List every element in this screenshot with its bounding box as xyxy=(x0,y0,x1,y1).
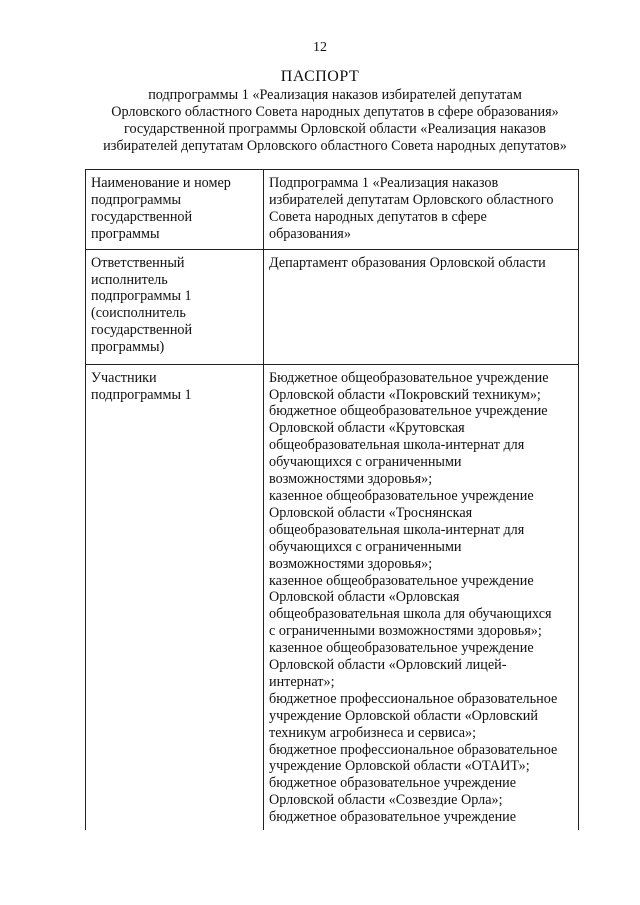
page-number: 12 xyxy=(313,40,327,55)
row-label-cell xyxy=(86,364,264,830)
row-value-line: Бюджетное общеобразовательное учреждение xyxy=(269,369,549,386)
document-title: ПАСПОРТ xyxy=(280,68,360,85)
row-value-line: Подпрограмма 1 «Реализация наказов xyxy=(269,175,499,191)
row-value-line: Орловской области «Орловский лицей- xyxy=(269,657,507,674)
table-row xyxy=(86,170,579,250)
subtitle-line: государственной программы Орловской области «Реализация наказов xyxy=(124,121,546,137)
row-label-line: (соисполнитель xyxy=(91,305,186,322)
row-value-cell xyxy=(264,364,579,830)
row-value-line: учреждение Орловской области «Орловский xyxy=(269,707,538,724)
row-label-line: Наименование и номер xyxy=(91,175,231,191)
row-label-line: подпрограммы xyxy=(91,191,181,208)
row-value-line: казенное общеобразовательное учреждение xyxy=(269,487,534,504)
row-label-line: подпрограммы 1 xyxy=(91,288,192,305)
row-value-line: возможностями здоровья»; xyxy=(269,471,433,488)
row-value-line: общеобразовательная школа для обучающихся xyxy=(269,606,552,623)
subtitle-line: подпрограммы 1 «Реализация наказов избирателей депутатам xyxy=(148,87,522,103)
document-subtitle xyxy=(84,87,586,155)
row-label-line: подпрограммы 1 xyxy=(91,386,192,403)
row-value-line: общеобразовательная школа-интернат для xyxy=(269,437,525,454)
row-value-line: Орловской области «Созвездие Орла»; xyxy=(269,792,503,809)
table-row xyxy=(86,249,579,364)
row-value-line: избирателей депутатам Орловского областного xyxy=(269,191,554,208)
row-value-line: общеобразовательная школа-интернат для xyxy=(269,521,525,538)
row-value-line: техникум агробизнеса и сервиса»; xyxy=(269,724,477,741)
row-value-cell xyxy=(264,170,579,250)
row-value-line: образования» xyxy=(269,225,351,242)
subtitle-line: Орловского областного Совета народных депутатов в сфере образования» xyxy=(111,104,559,120)
row-value-line: обучающихся с ограниченными xyxy=(269,454,462,471)
row-value-line: бюджетное профессиональное образовательное xyxy=(269,690,558,707)
row-label-line: государственной xyxy=(91,322,193,339)
row-value-line: Орловской области «Троснянская xyxy=(269,504,473,521)
row-value-line: обучающихся с ограниченными xyxy=(269,538,462,555)
row-value-line: с ограниченными возможностями здоровья»; xyxy=(269,623,542,640)
row-value-cell xyxy=(264,249,579,364)
passport-table xyxy=(85,169,579,830)
row-value-line: Совета народных депутатов в сфере xyxy=(269,208,487,225)
row-label-line: программы xyxy=(91,225,160,242)
row-label-cell xyxy=(86,170,264,250)
row-value-line: бюджетное профессиональное образовательное xyxy=(269,741,558,758)
row-value-line: бюджетное образовательное учреждение xyxy=(269,809,517,826)
row-value-line: учреждение Орловской области «ОТАИТ»; xyxy=(269,758,530,775)
row-value-line: казенное общеобразовательное учреждение xyxy=(269,572,534,589)
row-value-line: казенное общеобразовательное учреждение xyxy=(269,640,534,657)
row-value-line: бюджетное образовательное учреждение xyxy=(269,775,517,792)
row-value-line: возможностями здоровья»; xyxy=(269,555,433,572)
subtitle-line: избирателей депутатам Орловского областного Совета народных депутатов» xyxy=(103,138,567,154)
row-label-cell xyxy=(86,249,264,364)
table-row xyxy=(86,364,579,830)
row-value-line: интернат»; xyxy=(269,673,335,690)
row-value-line: бюджетное общеобразовательное учреждение xyxy=(269,403,548,420)
row-label-line: Ответственный xyxy=(91,254,185,271)
row-label-line: исполнитель xyxy=(91,271,168,288)
row-value-line: Орловской области «Орловская xyxy=(269,589,460,606)
row-label-line: Участники xyxy=(91,369,157,386)
row-value-line: Департамент образования Орловской области xyxy=(269,254,546,271)
row-value-line: Орловской области «Покровский техникум»; xyxy=(269,386,541,403)
row-value-line: Орловской области «Крутовская xyxy=(269,420,465,437)
row-label-line: государственной xyxy=(91,208,193,225)
row-label-line: программы) xyxy=(91,339,165,356)
